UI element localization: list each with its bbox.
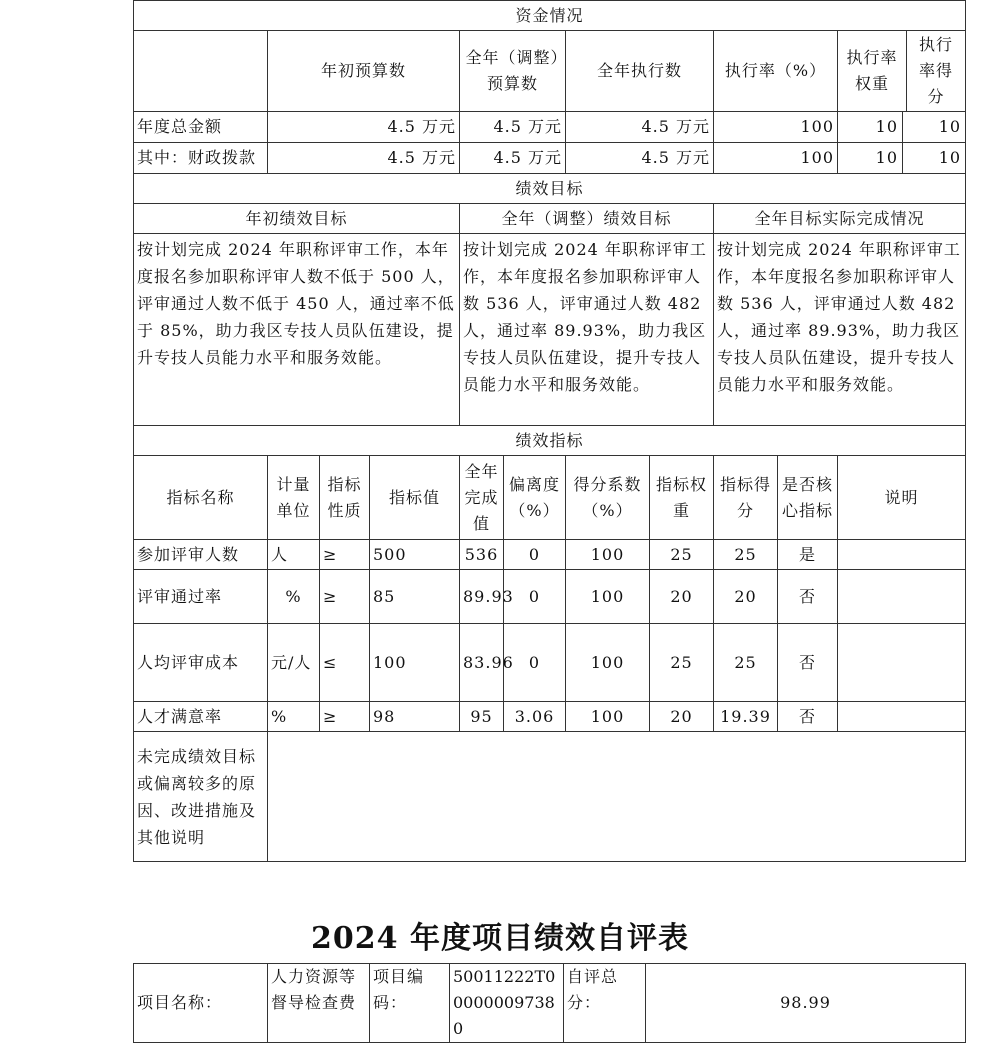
form-title: 2024 年度项目绩效自评表: [311, 921, 689, 956]
funds-row-label: 其中：财政拨款: [134, 143, 268, 174]
ind-name: 参加评审人数: [134, 540, 268, 570]
project-name-label: 项目名称：: [134, 964, 268, 1043]
ind-target: 100: [370, 624, 460, 702]
funds-section-title: 资金情况: [134, 1, 966, 31]
self-score-label: 自评总分：: [564, 964, 646, 1043]
ind-coefficient: 100: [566, 702, 650, 732]
ind-note: [838, 570, 966, 624]
ind-note: [838, 540, 966, 570]
ind-name: 评审通过率: [134, 570, 268, 624]
ind-score: 25: [714, 624, 778, 702]
funds-row-weight: 10: [838, 112, 903, 142]
ind-unit: %: [268, 570, 320, 624]
ind-nature: ≤: [320, 624, 370, 702]
ind-coefficient: 100: [566, 570, 650, 624]
ind-unit: 人: [268, 540, 320, 570]
ind-deviation: 0: [504, 540, 566, 570]
ind-header-nature: 指标性质: [320, 456, 370, 540]
ind-deviation: 3.06: [504, 702, 566, 732]
ind-nature: ≥: [320, 540, 370, 570]
ind-header-note: 说明: [838, 456, 966, 540]
project-name-value: 人力资源等督导检查费: [268, 964, 370, 1043]
ind-coefficient: 100: [566, 540, 650, 570]
ind-nature: ≥: [320, 570, 370, 624]
unfinished-label: 未完成绩效目标或偏离较多的原因、改进措施及其他说明: [134, 732, 268, 862]
ind-core: 否: [778, 624, 838, 702]
ind-unit: %: [268, 702, 320, 732]
ind-header-weight: 指标权重: [650, 456, 714, 540]
funds-header-rate: 执行率（%）: [714, 31, 838, 112]
ind-done: 89.93: [460, 570, 504, 624]
project-code-label: 项目编码：: [370, 964, 450, 1043]
goals-initial-text: 按计划完成 2024 年职称评审工作，本年度报名参加职称评审人数不低于 500 人，评审通过人数不低于 450 人，通过率不低于 85%，助力我区专技人员队伍建设，提升专技人员能力水平和服务效能。: [134, 234, 460, 426]
project-header-table: [133, 963, 966, 1043]
indicators-section-title: 绩效指标: [134, 426, 966, 456]
funds-header-score: 执行率得分: [919, 35, 954, 106]
ind-core: 是: [778, 540, 838, 570]
ind-weight: 20: [650, 702, 714, 732]
ind-header-unit: 计量单位: [268, 456, 320, 540]
ind-note: [838, 702, 966, 732]
ind-target: 85: [370, 570, 460, 624]
ind-core: 否: [778, 570, 838, 624]
ind-done: 536: [460, 540, 504, 570]
ind-header-deviation: 偏离度（%）: [504, 456, 566, 540]
ind-name: 人才满意率: [134, 702, 268, 732]
ind-done: 83.96: [460, 624, 504, 702]
goals-adjusted-text: 按计划完成 2024 年职称评审工作，本年度报名参加职称评审人数 536 人，评审通过人数 482 人，通过率 89.93%，助力我区专技人员队伍建设，提升专技人员能力水平和服务效能。: [460, 234, 714, 426]
funds-row-adjusted: 4.5 万元: [460, 143, 566, 174]
ind-target: 500: [370, 540, 460, 570]
ind-note: [838, 624, 966, 702]
ind-target: 98: [370, 702, 460, 732]
table-row: [134, 540, 966, 570]
funds-row-initial: 4.5 万元: [268, 143, 460, 174]
funds-row-adjusted: 4.5 万元: [460, 112, 566, 143]
ind-weight: 20: [650, 570, 714, 624]
table-row: [134, 702, 966, 732]
ind-score: 25: [714, 540, 778, 570]
funds-row: [134, 143, 966, 174]
ind-header-coefficient: 得分系数（%）: [566, 456, 650, 540]
funds-row-score: 10: [938, 148, 962, 167]
funds-header-executed: 全年执行数: [566, 31, 714, 112]
funds-row-executed: 4.5 万元: [566, 112, 714, 143]
ind-done: 95: [460, 702, 504, 732]
ind-header-target: 指标值: [370, 456, 460, 540]
funds-header-blank: [134, 31, 268, 112]
ind-header-done: 全年完成值: [460, 456, 504, 540]
ind-header-score: 指标得分: [714, 456, 778, 540]
ind-nature: ≥: [320, 702, 370, 732]
table-row: [134, 624, 966, 702]
funds-row-weight: 10: [838, 143, 903, 173]
ind-core: 否: [778, 702, 838, 732]
funds-row-initial: 4.5 万元: [268, 112, 460, 143]
ind-weight: 25: [650, 540, 714, 570]
performance-table: [133, 0, 966, 862]
funds-row-rate: 100: [714, 143, 838, 174]
funds-header-weight: 执行率权重: [838, 31, 907, 111]
funds-row: [134, 112, 966, 143]
funds-header-adjusted: 全年（调整）预算数: [460, 31, 566, 112]
ind-deviation: 0: [504, 570, 566, 624]
goals-header-initial: 年初绩效目标: [134, 204, 460, 234]
table-row: [134, 570, 966, 624]
ind-name: 人均评审成本: [134, 624, 268, 702]
ind-deviation: 0: [504, 624, 566, 702]
funds-row-rate: 100: [714, 112, 838, 143]
goals-header-adjusted: 全年（调整）绩效目标: [460, 204, 714, 234]
funds-row-label: 年度总金额: [134, 112, 268, 143]
funds-row-score: 10: [938, 117, 962, 136]
ind-header-core: 是否核心指标: [778, 456, 838, 540]
unfinished-value: [268, 732, 966, 862]
ind-coefficient: 100: [566, 624, 650, 702]
goals-header-actual: 全年目标实际完成情况: [714, 204, 966, 234]
ind-header-name: 指标名称: [134, 456, 268, 540]
ind-score: 20: [714, 570, 778, 624]
goals-actual-text: 按计划完成 2024 年职称评审工作，本年度报名参加职称评审人数 536 人，评审通过人数 482 人，通过率 89.93%，助力我区专技人员队伍建设，提升专技人员能力水平和服务效能。: [714, 234, 966, 426]
self-score-value: 98.99: [646, 964, 966, 1043]
funds-row-executed: 4.5 万元: [566, 143, 714, 174]
ind-unit: 元/人: [268, 624, 320, 702]
goals-section-title: 绩效目标: [134, 174, 966, 204]
ind-weight: 25: [650, 624, 714, 702]
ind-score: 19.39: [714, 702, 778, 732]
funds-header-initial: 年初预算数: [268, 31, 460, 112]
project-code-value: 50011222T000000097380: [450, 964, 564, 1043]
